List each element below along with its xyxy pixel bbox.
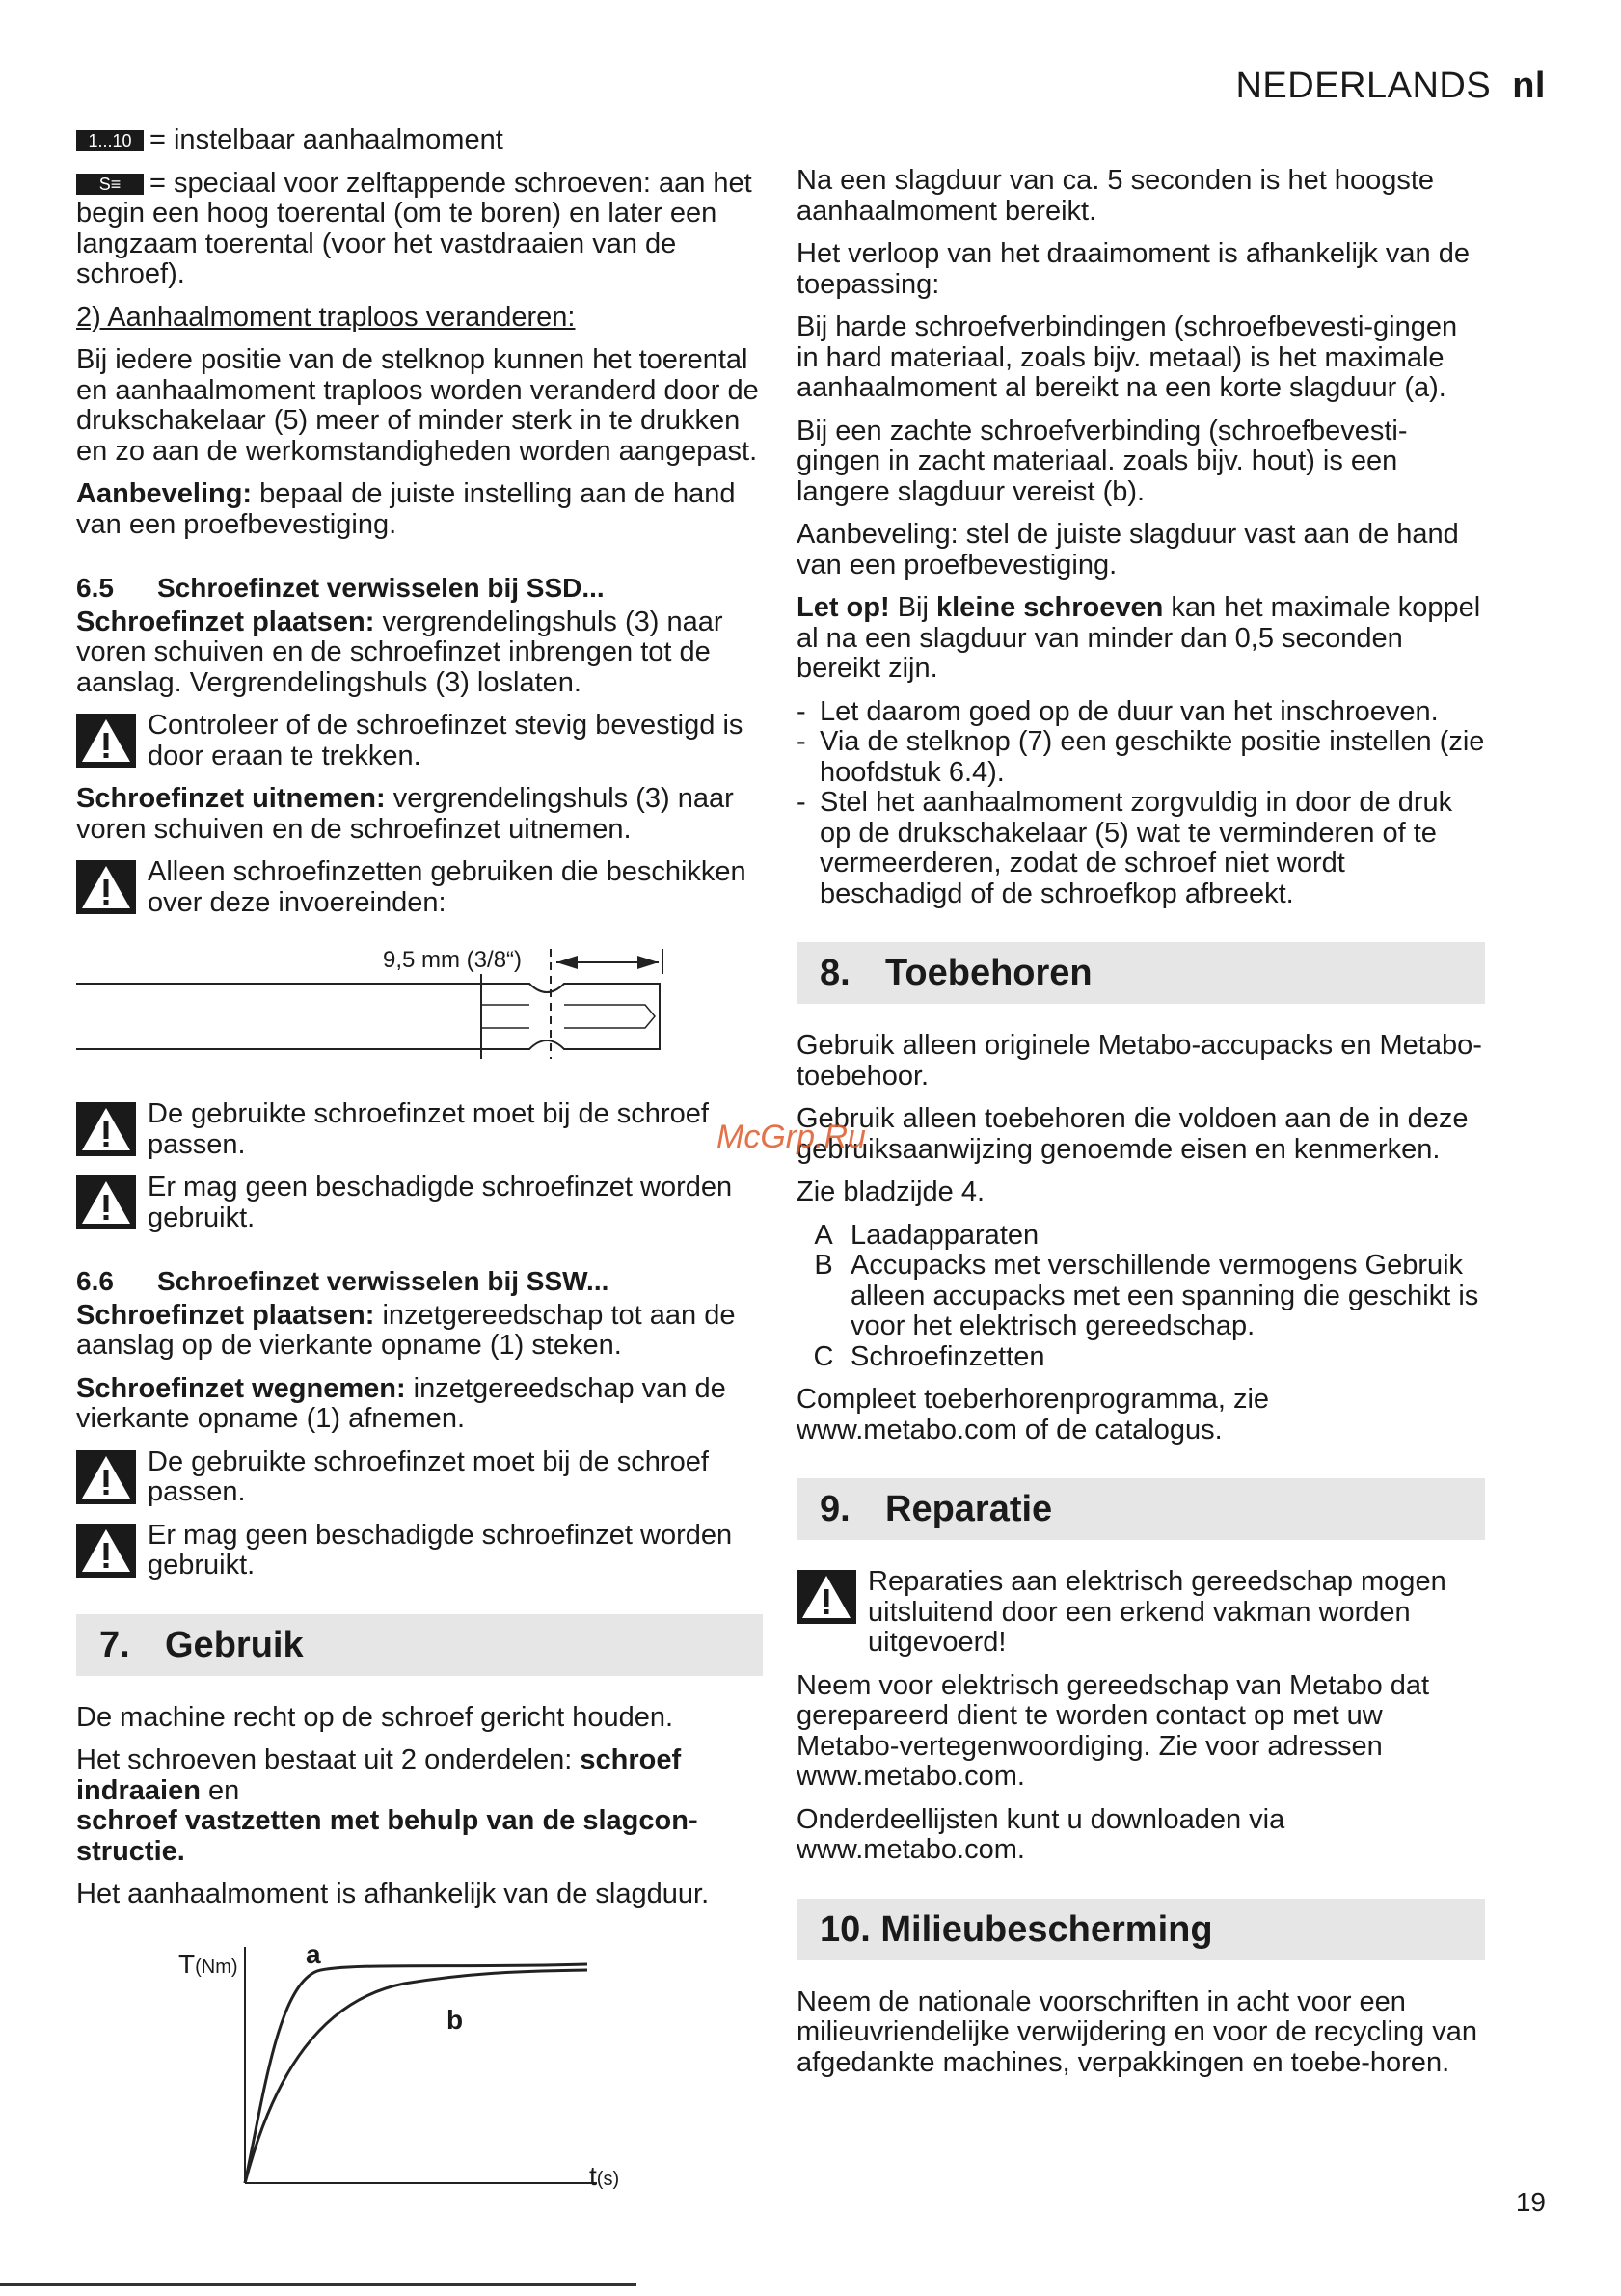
torque-time-graph [76,1928,655,2217]
list-item: A Laadapparaten [814,1219,1040,1251]
paragraph-8-3: Zie bladzijde 4. [797,1176,986,1207]
bit-dimension-label: 9,5 mm (3/8“) [383,947,523,973]
paragraph-9-2: Onderdeellijsten kunt u downloaden via www.metabo.com. [797,1803,1285,1865]
section-9-heading: 9. Reparatie [797,1478,1485,1540]
warning-6-5-match: De gebruikte schroefinzet moet bij de schroef passen. [76,1099,763,1160]
icon-legend-2: S≡ = speciaal voor zelftappende schroeven: aan het begin een hoog toerental (om te boren) en later een langzaam toerental (voor het vastdraaien van de schroef). [76,167,752,289]
paragraph-6-5-place: Schroefinzet plaatsen: vergrendelingshuls (3) naar voren schuiven en de schroefinzet inbrengen tot de aanslag. Vergrendelingshuls (3) loslaten. [76,606,723,698]
paragraph-r5: Aanbeveling: stel de juiste slagduur vast aan de hand van een proefbevestiging. [797,519,1459,581]
paragraph-10-1: Neem de nationale voorschriften in acht voor een milieuvriendelijke verwijdering en voor de recycling van afgedankte machines, verpakkingen en toebe-horen. [797,1985,1477,2078]
paragraph-r6: Let op! Bij kleine schroeven kan het maximale koppel al na een slagduur van minder dan 0,5 seconden bereikt zijn. [797,592,1481,684]
warning-icon [797,1570,856,1624]
paragraph-7-3: Het aanhaalmoment is afhankelijk van de slagduur. [76,1878,710,1909]
footer-rule [0,2283,636,2286]
graph-x-axis-label: t(s) [589,2160,620,2191]
list-item: C Schroefinzetten [813,1340,1045,1372]
section-8-heading: 8. Toebehoren [797,942,1485,1004]
paragraph-8-4: Compleet toeberhorenprogramma, zie www.metabo.com of de catalogus. [797,1384,1270,1445]
warning-icon [76,1175,136,1229]
bit-shank-figure [76,945,763,1070]
warning-icon [76,1102,136,1156]
section-6-5-heading: 6.5 Schroefinzet verwisselen bij SSD... [76,573,605,603]
graph-y-axis-label: T(Nm) [178,1948,238,1979]
torque-curves [76,1928,655,2217]
section-6-6-heading: 6.6 Schroefinzet verwisselen bij SSW... [76,1266,609,1296]
self-tapping-icon: S≡ [76,174,144,195]
paragraph-8-1: Gebruik alleen originele Metabo-accupacks en Metabo-toebehoor. [797,1030,1482,1092]
paragraph-r1: Na een slagduur van ca. 5 seconden is het hoogste aanhaalmoment bereikt. [797,165,1435,227]
paragraph-9-1: Neem voor elektrisch gereedschap van Metabo dat gerepareerd dient te worden contact op met uw Metabo-vertegenwoordiging. Zie voor adressen www.metabo.com. [797,1669,1430,1792]
page-number: 19 [1515,2187,1546,2217]
paragraph-7-2: Het schroeven bestaat uit 2 onderdelen: schroef indraaien en schroef vastzetten met behulp van de slagcon-structie. [76,1744,698,1867]
paragraph-7-1: De machine recht op de schroef gericht houden. [76,1701,674,1733]
list-item: B Accupacks met verschillende vermogens Gebruik alleen accupacks met een spanning die geschikt is voor het elektrisch gereedschap. [814,1250,1479,1341]
subheading-stepless: 2) Aanhaalmoment traploos veranderen: [76,301,576,333]
curve-b-label: b [446,2004,464,2035]
dash-list [797,697,1485,910]
section-10-heading: 10. Milieubescherming [797,1899,1485,1960]
paragraph-r3: Bij harde schroefverbindingen (schroefbevesti-gingen in hard materiaal, zoals bijv. metaal) is het maximale aanhaalmoment al bereikt na een korte slagduur (a). [797,311,1458,403]
paragraph-r4: Bij een zachte schroefverbinding (schroefbevesti-gingen in zacht materiaal. zoals bijv. hout) is een langere slagduur vereist (b). [797,415,1408,507]
paragraph-6-6-place: Schroefinzet plaatsen: inzetgereedschap tot aan de aanslag op de vierkante opname (1) steken. [76,1299,736,1361]
language-label: NEDERLANDS [1235,66,1492,106]
left-column [76,125,763,2217]
warning-6-5-check: Controleer of de schroefinzet stevig bevestigd is door eraan te trekken. [76,711,763,771]
paragraph-6-6-remove: Schroefinzet wegnemen: inzetgereedschap van de vierkante opname (1) afnemen. [76,1372,726,1434]
warning-6-5-shanks: Alleen schroefinzetten gebruiken die beschikken over deze invoereinden: [76,857,763,918]
section-7-heading: 7. Gebruik [76,1614,763,1676]
warning-6-6-match: De gebruikte schroefinzet moet bij de schroef passen. [76,1447,763,1508]
list-item: - Stel het aanhaalmoment zorgvuldig in door de druk op de drukschakelaar (5) wat te verminderen of te vermeerderen, zodat de schroef niet wordt beschadigd of de schroefkop afbreekt. [797,788,1485,909]
paragraph-8-2: Gebruik alleen toebehoren die voldoen aan de in deze gebruiksaanwijzing genoemde eisen en kenmerken. [797,1103,1469,1165]
accessory-list [797,1221,1485,1373]
torque-range-icon: 1...10 [76,130,144,151]
page-header [1235,66,1546,107]
watermark: McGrp.Ru [716,1119,866,1155]
curve-b [245,1970,587,2183]
language-code: nl [1512,66,1546,106]
curve-a-label: a [306,1938,321,1969]
warning-6-5-damaged: Er mag geen beschadigde schroefinzet worden gebruikt. [76,1173,763,1233]
warning-icon [76,860,136,914]
warning-repair: Reparaties aan elektrisch gereedschap mogen uitsluitend door een erkend vakman worden uitgevoerd! [797,1567,1485,1659]
list-item: - Via de stelknop (7) een geschikte positie instellen (zie hoofdstuk 6.4). [797,727,1485,788]
warning-icon [76,1524,136,1578]
paragraph-6-5-remove: Schroefinzet uitnemen: vergrendelingshuls (3) naar voren schuiven en de schroefinzet uitnemen. [76,783,734,845]
right-column [797,166,1485,2091]
warning-icon [76,1450,136,1504]
paragraph-r2: Het verloop van het draaimoment is afhankelijk van de toepassing: [797,238,1470,300]
warning-icon [76,714,136,768]
icon-legend-1: 1...10 = instelbaar aanhaalmoment [76,125,763,156]
paragraph-recommendation: Aanbeveling: bepaal de juiste instelling aan de hand van een proefbevestiging. [76,478,736,540]
list-item: - Let daarom goed op de duur van het inschroeven. [797,697,1485,728]
warning-6-6-damaged: Er mag geen beschadigde schroefinzet worden gebruikt. [76,1521,763,1581]
paragraph-stepless: Bij iedere positie van de stelknop kunnen het toerental en aanhaalmoment traploos worden veranderd door de drukschakelaar (5) meer of minder sterk in te drukken en zo aan de werkomstandigheden worden aangepast. [76,344,759,467]
curve-a [245,1964,587,2183]
bit-shank-drawing [76,945,763,1070]
